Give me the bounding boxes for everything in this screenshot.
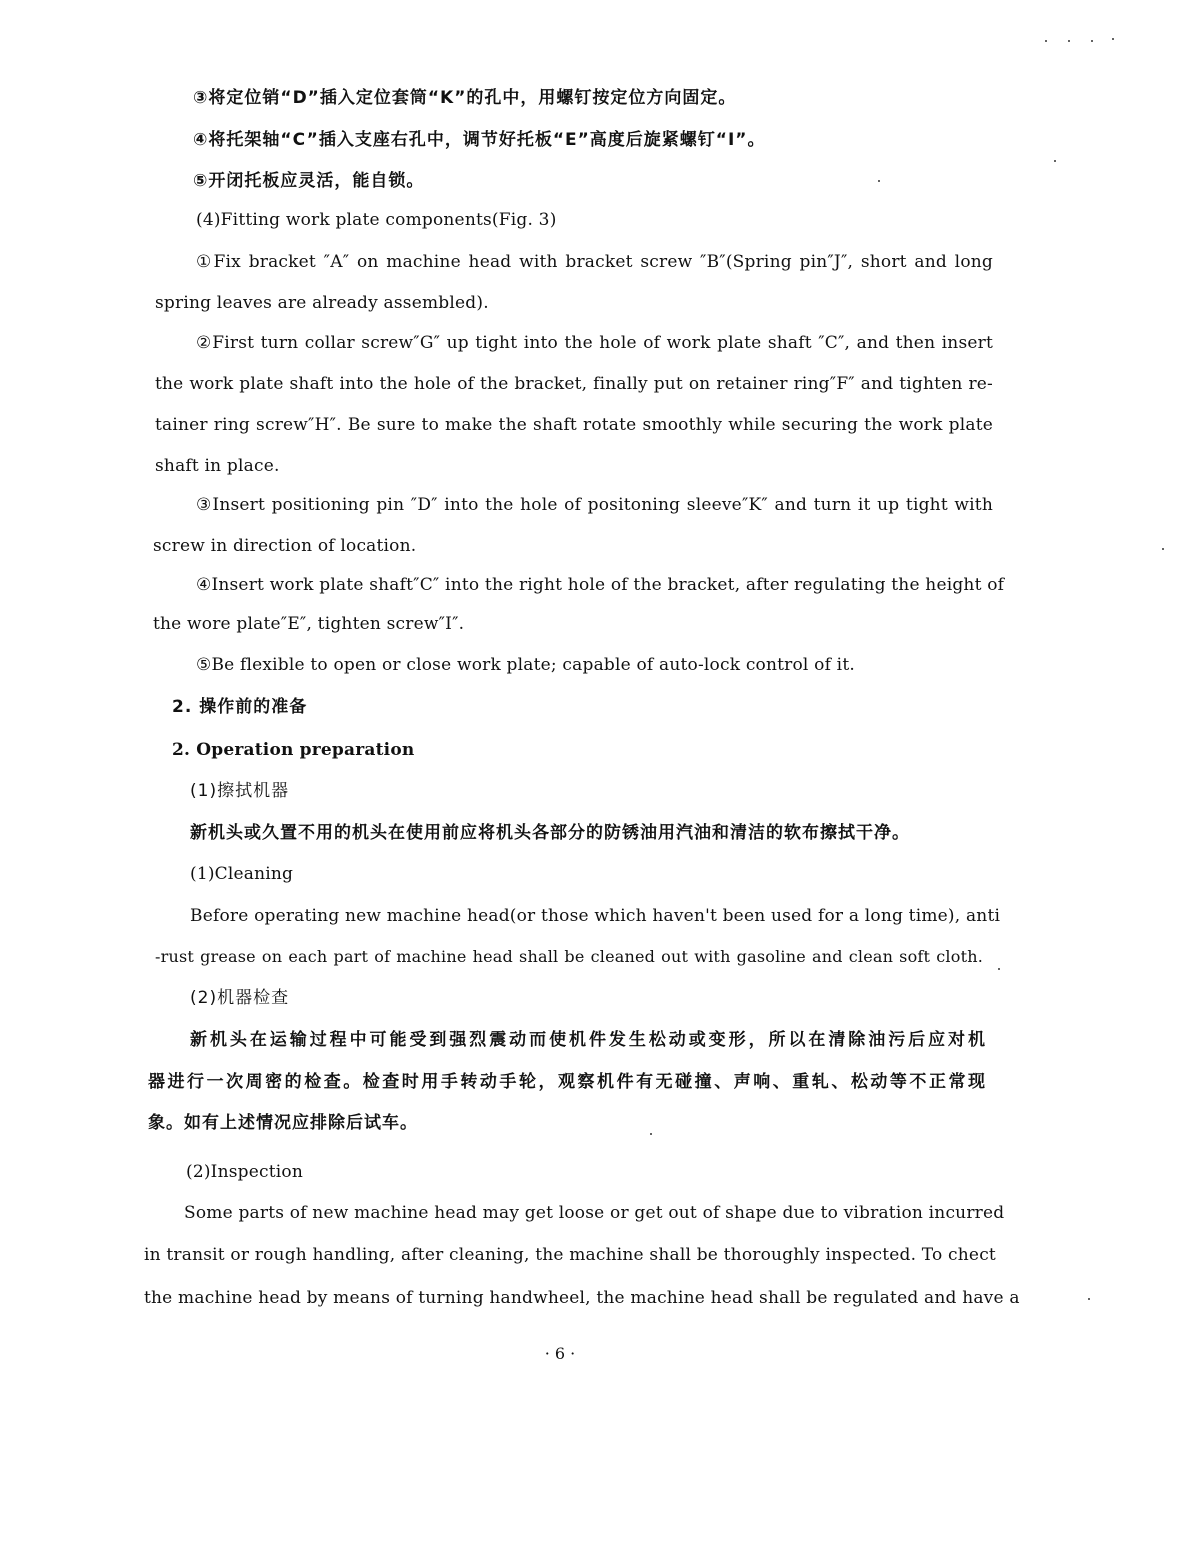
cn-cleaning-text: 新机头或久置不用的机头在使用前应将机头各部分的防锈油用汽油和清洁的软布擦拭干净。 xyxy=(190,823,910,843)
cn-step-5: ⑤开闭托板应灵活，能自锁。 xyxy=(193,171,425,191)
scan-speck xyxy=(1112,38,1114,40)
scan-speck xyxy=(1045,40,1047,42)
scan-speck xyxy=(1068,40,1070,42)
en-section-heading-preparation: 2. Operation preparation xyxy=(172,740,415,760)
en-step-4-line1: ④Insert work plate shaft″C″ into the right hole of the bracket, after regulating the height of xyxy=(196,575,1005,595)
en-step-2-line2: the work plate shaft into the hole of the bracket, finally put on retainer ring″F″ and tighten re- xyxy=(155,374,993,394)
section-heading-fitting: (4)Fitting work plate components(Fig. 3) xyxy=(196,210,557,230)
scan-speck xyxy=(1162,548,1164,550)
cn-step-4: ④将托架轴“C”插入支座右孔中，调节好托板“E”高度后旋紧螺钉“I”。 xyxy=(193,130,766,150)
cn-step-3: ③将定位销“D”插入定位套筒“K”的孔中，用螺钉按定位方向固定。 xyxy=(193,88,737,108)
en-cleaning-line2: -rust grease on each part of machine head shall be cleaned out with gasoline and clean soft cloth. xyxy=(155,947,983,966)
cn-subheading-cleaning: (1)擦拭机器 xyxy=(190,781,290,801)
scan-speck xyxy=(1091,40,1093,42)
en-step-4-line2: the wore plate″E″, tighten screw″I″. xyxy=(153,614,465,634)
en-subheading-cleaning: (1)Cleaning xyxy=(190,864,294,884)
en-step-2-line3: tainer ring screw″H″. Be sure to make the shaft rotate smoothly while securing the work plate xyxy=(155,415,993,435)
cn-section-heading-preparation: 2. 操作前的准备 xyxy=(172,697,308,717)
cn-subheading-inspection: (2)机器检查 xyxy=(190,988,290,1008)
en-step-3-line1: ③Insert positioning pin ″D″ into the hole of positoning sleeve″K″ and turn it up tight with xyxy=(196,495,993,515)
cn-inspection-line3: 象。如有上述情况应排除后试车。 xyxy=(148,1113,418,1133)
en-step-2-line1: ②First turn collar screw″G″ up tight into the hole of work plate shaft ″C″, and then insert xyxy=(196,333,993,353)
en-inspection-line3: the machine head by means of turning handwheel, the machine head shall be regulated and have a xyxy=(144,1288,1020,1308)
en-subheading-inspection: (2)Inspection xyxy=(186,1162,303,1182)
en-step-3-line2: screw in direction of location. xyxy=(153,536,417,556)
en-step-2-line4: shaft in place. xyxy=(155,456,280,476)
scan-speck xyxy=(650,1133,652,1135)
scan-speck xyxy=(1088,1298,1090,1300)
en-step-1-line1: ①Fix bracket ″A″ on machine head with bracket screw ″B″(Spring pin″J″, short and long xyxy=(196,252,993,272)
cn-inspection-line2: 器进行一次周密的检查。检查时用手转动手轮，观察机件有无碰撞、声响、重轧、松动等不正常现 xyxy=(148,1072,986,1092)
en-step-5: ⑤Be flexible to open or close work plate; capable of auto-lock control of it. xyxy=(196,655,855,675)
en-step-1-line2: spring leaves are already assembled). xyxy=(155,293,489,313)
page-number: · 6 · xyxy=(544,1344,576,1363)
en-cleaning-line1: Before operating new machine head(or those which haven't been used for a long time), anti xyxy=(190,906,1001,926)
en-inspection-line1: Some parts of new machine head may get loose or get out of shape due to vibration incurred xyxy=(184,1203,1005,1223)
en-inspection-line2: in transit or rough handling, after cleaning, the machine shall be thoroughly inspected. To chect xyxy=(144,1245,996,1265)
cn-inspection-line1: 新机头在运输过程中可能受到强烈震动而使机件发生松动或变形，所以在清除油污后应对机 xyxy=(190,1030,986,1050)
scan-speck xyxy=(1054,160,1056,162)
scan-speck xyxy=(998,968,1000,970)
scan-speck xyxy=(878,180,880,182)
